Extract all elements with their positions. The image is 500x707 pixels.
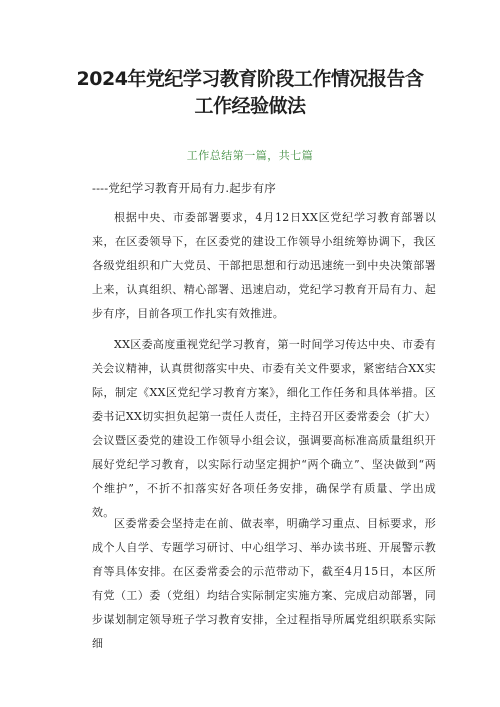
document-title-line-2: 工作经验做法 bbox=[194, 95, 306, 117]
body-paragraph-3: 区委常委会坚持走在前、做表率，明确学习重点、目标要求，形成个人自学、专题学习研讨、中心组学习、举办读书班、开展警示教育等具体安排。在区委常委会的示范带动下，截至4月15日，本区所有党（工）委（党组）均结合实际制定实施方案、完成启动部署，同步谋划制定领导班子学习教育安排，全过程指导所属党组织联系实际细 bbox=[92, 517, 436, 650]
body-paragraph-1: 根据中央、市委部署要求，4月12日XX区党纪学习教育部署以来，在区委领导下，在区委党的建设工作领导小组统筹协调下，我区各级党组织和广大党员、干部把思想和行动迅速统一到中央决策部署上来，认真组织、精心部署、迅速启动，党纪学习教育开局有力、起步有序，目前各项工作扎实有效推进。 bbox=[92, 211, 436, 320]
body-paragraph-2: XX区委高度重视党纪学习教育，第一时间学习传达中央、市委有关会议精神，认真贯彻落实中央、市委有关文件要求，紧密结合XX实际，制定《XX区党纪学习教育方案》，细化工作任务和具体举措。区委书记XX切实担负起第一责任人责任，主持召开区委常委会（扩大）会议暨区委党的建设工作领导小组会议，强调要高标准高质量组织开展好党纪学习教育，以实际行动坚定拥护“两个确立”、坚决做到“两个维护”，不折不扣落实好各项任务安排，确保学有质量、学出成效。 bbox=[92, 338, 436, 519]
lead-heading: ----党纪学习教育开局有力.起步有序 bbox=[92, 181, 276, 195]
document-title-line-1: 2024年党纪学习教育阶段工作情况报告含 bbox=[76, 68, 424, 90]
document-subtitle: 工作总结第一篇，共七篇 bbox=[186, 149, 314, 162]
